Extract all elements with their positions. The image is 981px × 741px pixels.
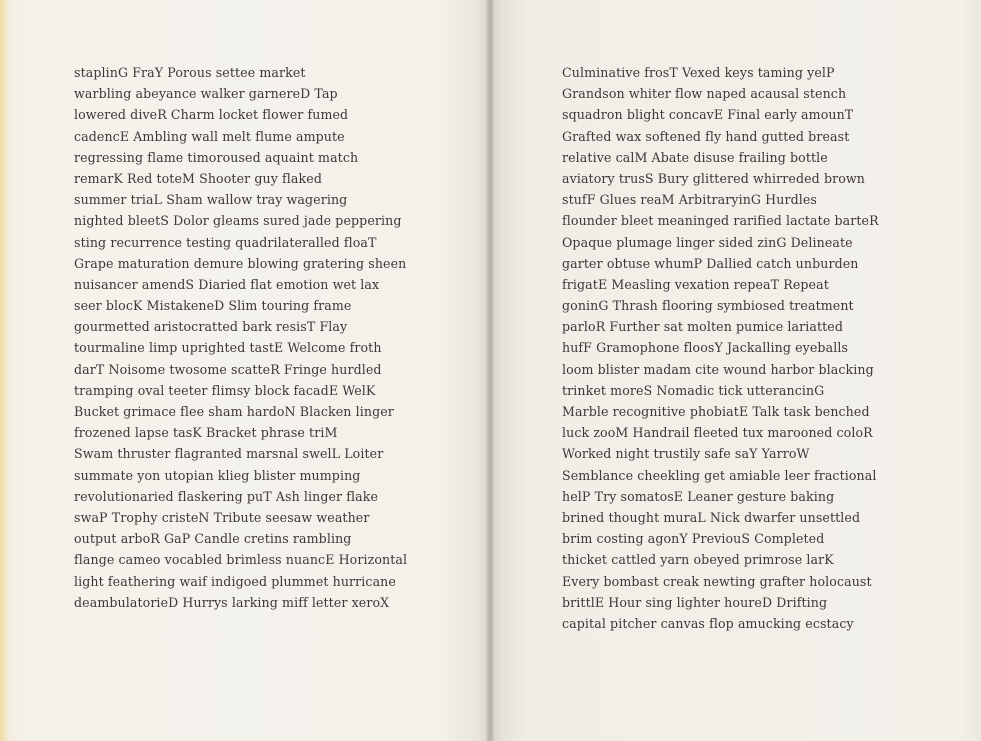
right-page-text (562, 62, 879, 634)
text-line: hufF Gramophone floosY Jackalling eyeballs (562, 340, 849, 356)
text-line: darT Noisome twosome scatteR Fringe hurdled (74, 361, 382, 377)
text-line: helP Try somatosE Leaner gesture baking (562, 488, 835, 504)
text-line: deambulatorieD Hurrys larking miff letter xeroX (74, 594, 390, 610)
text-line: tourmaline limp uprighted tastE Welcome froth (74, 340, 382, 356)
text-line: stufF Glues reaM ArbitraryinG Hurdles (562, 192, 817, 208)
text-line: swaP Trophy cristeN Tribute seesaw weather (74, 509, 370, 525)
text-line: frozened lapse tasK Bracket phrase triM (74, 425, 338, 441)
text-line: staplinG FraY Porous settee market (74, 65, 306, 80)
text-line: aviatory trusS Bury glittered whirreded brown (562, 170, 866, 186)
text-line: Worked night trustily safe saY YarroW (562, 446, 810, 462)
text-line: tramping oval teeter flimsy block facadE WelK (74, 382, 376, 398)
text-line: summate yon utopian klieg blister mumping (74, 467, 361, 483)
text-line: squadron blight concavE Final early amounT (562, 107, 854, 123)
text-line: frigatE Measling vexation repeaT Repeat (562, 276, 829, 292)
text-line: cadencE Ambling wall melt flume ampute (74, 128, 345, 144)
book-gutter (486, 0, 494, 741)
text-line: luck zooM Handrail fleeted tux marooned coloR (562, 425, 873, 441)
text-line: remarK Red toteM Shooter guy flaked (74, 170, 322, 186)
text-line: brittlE Hour sing lighter houreD Drifting (562, 594, 828, 610)
text-line: trinket moreS Nomadic tick utterancinG (562, 382, 825, 398)
text-line: brim costing agonY PreviouS Completed (562, 531, 825, 547)
text-line: Culminative frosT Vexed keys taming yelP (562, 65, 835, 80)
text-line: loom blister madam cite wound harbor blacking (562, 361, 874, 377)
text-line: Opaque plumage linger sided zinG Delineate (562, 234, 853, 250)
text-line: goninG Thrash flooring symbiosed treatment (562, 298, 854, 314)
text-line: relative calM Abate disuse frailing bottle (562, 149, 828, 165)
text-line: Semblance cheekling get amiable leer fractional (562, 467, 877, 483)
text-line: garter obtuse whumP Dallied catch unburden (562, 255, 859, 271)
text-line: Swam thruster flagranted marsnal swelL Loiter (74, 446, 384, 462)
text-line: seer blocK MistakeneD Slim touring frame (74, 298, 352, 314)
text-line: revolutionaried flaskering puT Ash linger flake (74, 488, 379, 504)
left-page (0, 0, 490, 741)
text-line: flounder bleet meaninged rarified lactate barteR (562, 213, 879, 229)
text-line: Marble recognitive phobiatE Talk task benched (562, 404, 870, 419)
left-page-text (74, 62, 407, 613)
text-line: nighted bleetS Dolor gleams sured jade peppering (74, 213, 402, 229)
text-line: Grape maturation demure blowing gratering sheen (74, 255, 407, 271)
text-line: Bucket grimace flee sham hardoN Blacken linger (74, 404, 394, 419)
text-line: summer triaL Sham wallow tray wagering (74, 192, 348, 208)
text-line: capital pitcher canvas flop amucking ecstacy (562, 615, 854, 631)
text-line: output arboR GaP Candle cretins rambling (74, 531, 352, 547)
text-line: Grafted wax softened fly hand gutted breast (562, 128, 850, 144)
text-line: warbling abeyance walker garnereD Tap (74, 86, 338, 102)
right-page (490, 0, 981, 741)
text-line: regressing flame timoroused aquaint match (74, 149, 359, 165)
text-line: brined thought muraL Nick dwarfer unsettled (562, 509, 861, 525)
text-line: light feathering waif indigoed plummet hurricane (74, 573, 396, 589)
text-line: Every bombast creak newting grafter holocaust (562, 573, 872, 589)
text-line: thicket cattled yarn obeyed primrose larK (562, 552, 834, 568)
text-line: Grandson whiter flow naped acausal stench (562, 86, 847, 102)
text-line: nuisancer amendS Diaried flat emotion wet lax (74, 276, 380, 292)
text-line: parloR Further sat molten pumice lariatted (562, 319, 843, 335)
text-line: gourmetted aristocratted bark resisT Flay (74, 319, 348, 335)
text-line: sting recurrence testing quadrilateralled floaT (74, 234, 377, 250)
text-line: lowered diveR Charm locket flower fumed (74, 107, 349, 123)
text-line: flange cameo vocabled brimless nuancE Horizontal (74, 552, 408, 568)
